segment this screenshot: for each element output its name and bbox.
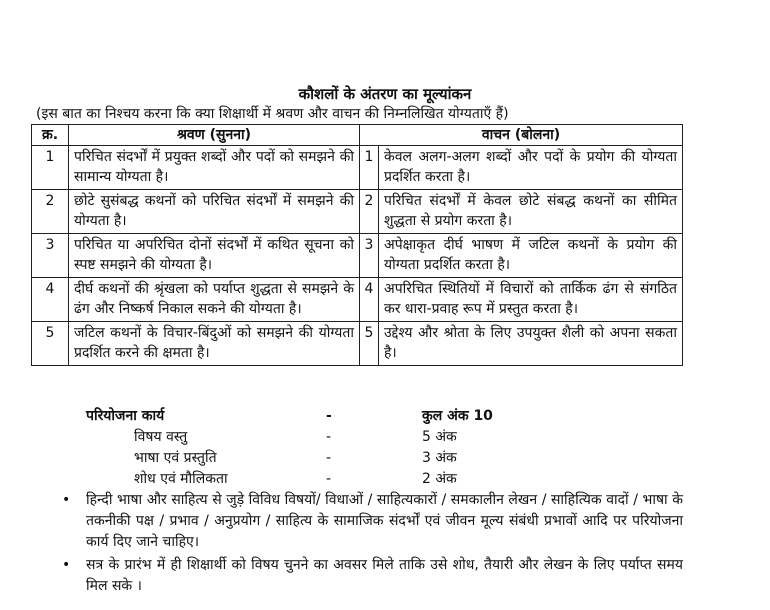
project-item-label: शोध एवं मौलिकता bbox=[134, 471, 228, 487]
row-speaking: केवल अलग-अलग शब्दों और पदों के प्रयोग की योग्यता प्रदर्शित करता है। bbox=[379, 146, 683, 190]
note-text: हिन्दी भाषा और साहित्य से जुड़े विविध विषयों/ विधाओं / साहित्यकारों / समकालीन लेखन / साहित्यिक वादों / भाषा के तकनीकी पक्ष / प्रभाव / अनुप्रयोग / साहित्य के सामाजिक संदर्भों एवं जीवन मूल्य संबंधी प्रभावों आदि पर परियोजना कार्य दिए जाने चाहिए। bbox=[86, 492, 683, 550]
row-serial: 5 bbox=[32, 322, 69, 366]
row-serial: 3 bbox=[32, 234, 69, 278]
list-item bbox=[58, 555, 683, 597]
project-total-marks: कुल अंक 10 bbox=[422, 408, 493, 424]
list-item bbox=[58, 490, 683, 553]
project-heading-row bbox=[86, 406, 606, 427]
row-speaking: अपेक्षाकृत दीर्घ भाषण में जटिल कथनों के प्रयोग की योग्यता प्रदर्शित करता है। bbox=[379, 234, 683, 278]
row-listening: छोटे सुसंबद्ध कथनों को परिचित संदर्भों में समझने की योग्यता है। bbox=[69, 190, 360, 234]
row-speaking: उद्देश्य और श्रोता के लिए उपयुक्त शैली को अपना सकता है। bbox=[379, 322, 683, 366]
project-item-dash: - bbox=[326, 450, 332, 466]
row-serial: 2 bbox=[32, 190, 69, 234]
row-listening: परिचित या अपरिचित दोनों संदर्भों में कथित सूचना को स्पष्ट समझने की योग्यता है। bbox=[69, 234, 360, 278]
header-listening: श्रवण (सुनना) bbox=[69, 125, 360, 146]
project-marks-section bbox=[86, 406, 606, 490]
table-header-row bbox=[32, 125, 683, 146]
bullet-icon: • bbox=[62, 557, 71, 573]
row-speaking: परिचित संदर्भों में केवल छोटे संबद्ध कथनों का सीमित शुद्धता से प्रयोग करता है। bbox=[379, 190, 683, 234]
table-row bbox=[32, 322, 683, 366]
page-title: कौशलों के अंतरण का मूल्यांकन bbox=[298, 85, 472, 103]
row-speaking: अपरिचित स्थितियों में विचारों को तार्किक ढंग से संगठित कर धारा-प्रवाह रूप में प्रस्तुत करता है। bbox=[379, 278, 683, 322]
row-serial-2: 1 bbox=[360, 146, 379, 190]
header-serial: क्र. bbox=[32, 125, 69, 146]
project-item-row bbox=[86, 469, 606, 490]
row-serial-2: 4 bbox=[360, 278, 379, 322]
project-item-label: भाषा एवं प्रस्तुति bbox=[134, 450, 217, 466]
row-listening: परिचित संदर्भों में प्रयुक्त शब्दों और पदों को समझने की सामान्य योग्यता है। bbox=[69, 146, 360, 190]
bullet-icon: • bbox=[62, 492, 71, 508]
project-item-row bbox=[86, 448, 606, 469]
row-serial-2: 2 bbox=[360, 190, 379, 234]
project-heading-label: परियोजना कार्य bbox=[86, 408, 165, 424]
row-serial-2: 3 bbox=[360, 234, 379, 278]
project-item-marks: 3 अंक bbox=[422, 450, 457, 466]
table-row bbox=[32, 146, 683, 190]
skills-table bbox=[31, 124, 683, 366]
table-row bbox=[32, 190, 683, 234]
project-item-row bbox=[86, 427, 606, 448]
row-serial-2: 5 bbox=[360, 322, 379, 366]
guideline-notes bbox=[58, 490, 683, 599]
table-row bbox=[32, 234, 683, 278]
row-listening: दीर्घ कथनों की श्रृंखला को पर्याप्त शुद्धता से समझने के ढंग और निष्कर्ष निकाल सकने की योग्यता है। bbox=[69, 278, 360, 322]
project-item-marks: 2 अंक bbox=[422, 471, 457, 487]
project-item-marks: 5 अंक bbox=[422, 429, 457, 445]
note-text: सत्र के प्रारंभ में ही शिक्षार्थी को विषय चुनने का अवसर मिले ताकि उसे शोध, तैयारी और लेखन के लिए पर्याप्त समय मिल सके । bbox=[86, 557, 683, 594]
row-serial: 1 bbox=[32, 146, 69, 190]
project-item-label: विषय वस्तु bbox=[134, 429, 188, 445]
project-item-dash: - bbox=[326, 471, 332, 487]
page-subtitle: (इस बात का निश्चय करना कि क्या शिक्षार्थी में श्रवण और वाचन की निम्नलिखित योग्यताएँ हैं) bbox=[36, 106, 509, 122]
table-row bbox=[32, 278, 683, 322]
row-listening: जटिल कथनों के विचार-बिंदुओं को समझने की योग्यता प्रदर्शित करने की क्षमता है। bbox=[69, 322, 360, 366]
project-item-dash: - bbox=[326, 429, 332, 445]
project-heading-dash: - bbox=[326, 408, 332, 424]
row-serial: 4 bbox=[32, 278, 69, 322]
header-speaking: वाचन (बोलना) bbox=[360, 125, 683, 146]
